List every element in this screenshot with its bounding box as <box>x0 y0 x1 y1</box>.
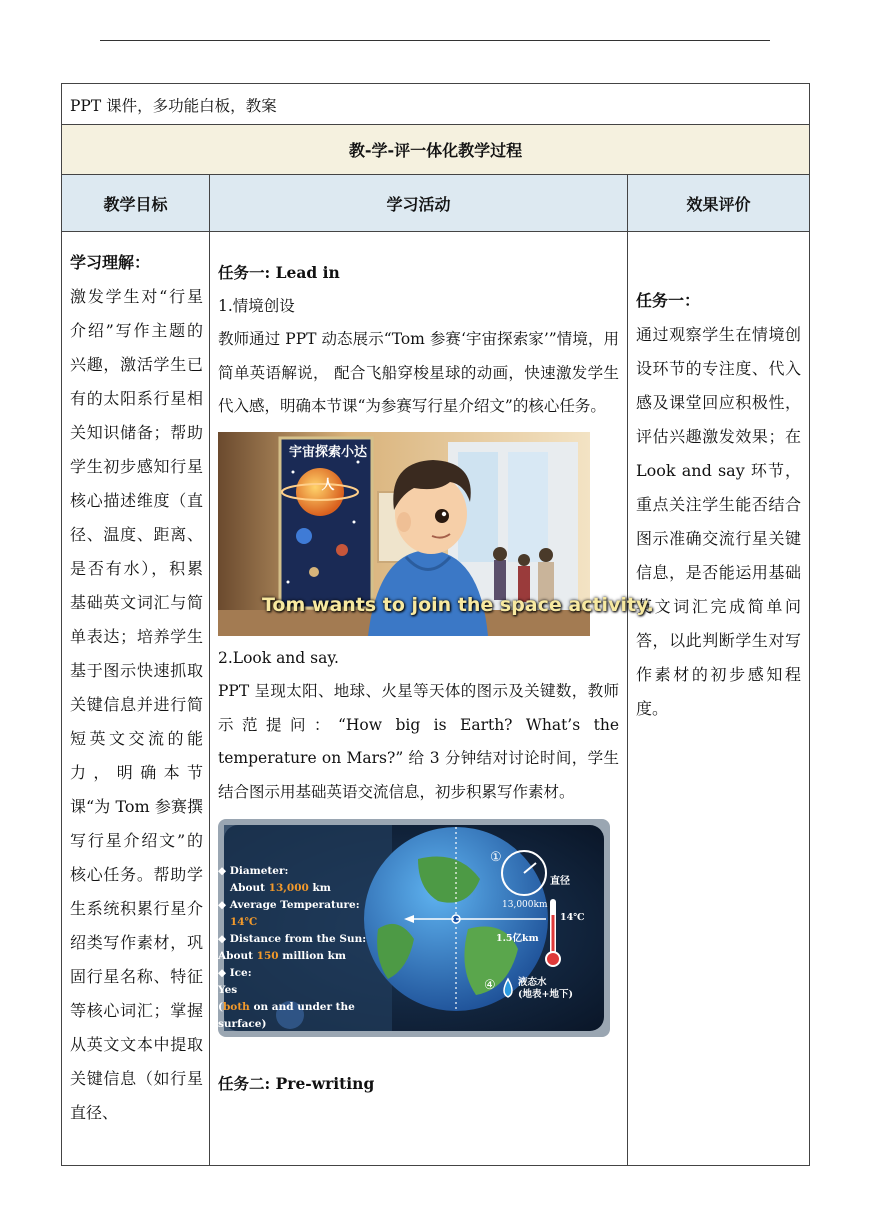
step1-text: 教师通过 PPT 动态展示“Tom 参赛‘宇宙探索家’”情境，用简单英语解说， 配合飞船穿梭星球的动画，快速激发学生代入感，明确本节课“为参赛写行星介绍文”的核心任务。 <box>218 330 619 415</box>
diameter-cn: 直径 <box>550 876 570 887</box>
poster-title: 宇宙探索小达人 <box>288 444 367 493</box>
goals-text: 激发学生对“行星介绍”写作主题的兴趣，激活学生已有的太阳系行星相关知识储备；帮助学生初步感知行星核心描述维度（直径、温度、距离、是否有水），积累基础英文词汇与简单表达；培养学生基于图示快速抓取关键信息并进行简短英文交流的能力，明确本节课“为 Tom 参赛撰写行星介绍文”的核心任务。帮助学生系统积累行星介绍类写作素材，巩固行星名称、特征等核心词汇；掌握从英文文本中提取关键信息（如行星直径、 <box>70 287 203 1122</box>
image-caption: Tom wants to join the space activity. <box>262 593 654 616</box>
section-title: 教-学-评一体化教学过程 <box>62 125 810 175</box>
task1-title: 任务一: Lead in <box>218 263 340 282</box>
distance-label: ◆ Distance from the Sun: <box>218 933 367 945</box>
activities-cell <box>210 232 654 1166</box>
diameter-label: ◆ Diameter: <box>218 865 289 877</box>
temperature-label: ◆ Average Temperature: <box>218 899 360 911</box>
resources-row: PPT 课件，多功能白板，教案 <box>62 84 810 125</box>
lead-in-image-block <box>218 432 654 642</box>
header-rule <box>100 40 770 41</box>
water-label: 液态水 (地表+地下) <box>518 977 573 1000</box>
step1-title: 1.情境创设 <box>218 296 295 315</box>
goals-label: 学习理解： <box>70 253 151 272</box>
temperature-value: 14℃ <box>230 916 258 928</box>
header-activities: 学习活动 <box>210 175 628 232</box>
step2-text: PPT 呈现太阳、地球、火星等天体的图示及关键数，教师示范提问：“How big is Earth? What’s the temperature on Mars?” 给 3 分钟结对讨论时间，学生结合图示用基础英语交流信息，初步积累写作素材。 <box>218 682 619 801</box>
evaluation-label: 任务一： <box>636 291 701 310</box>
diameter-km: 13,000km <box>502 900 548 910</box>
earth-facts-image-block <box>218 819 619 1037</box>
ice-label: ◆ Ice: <box>218 967 252 979</box>
lesson-plan-table <box>61 83 810 1166</box>
badge-1: ① <box>490 850 502 865</box>
header-evaluation: 效果评价 <box>628 175 810 232</box>
distance-cn: 1.5亿km <box>496 933 539 944</box>
step2-title: 2.Look and say. <box>218 648 339 667</box>
distance-value: About 150 million km <box>218 950 346 962</box>
task2-title: 任务二: Pre-writing <box>218 1074 375 1093</box>
ice-value: Yes <box>218 984 238 996</box>
earth-facts-list <box>218 863 390 1033</box>
diameter-value: About 13,000 km <box>230 882 331 894</box>
evaluation-text: 通过观察学生在情境创设环节的专注度、代入感及课堂回应积极性，评估兴趣激发效果；在 Look and say 环节，重点关注学生能否结合图示准确交流行星关键信息，是否能运用基础英文词汇完成简单问答，以此判断学生对写作素材的初步感知程度。 <box>636 325 802 718</box>
header-goals: 教学目标 <box>62 175 210 232</box>
goals-cell <box>62 232 210 1166</box>
evaluation-cell <box>628 232 810 1166</box>
surface-note: (both on and under the surface) <box>218 1001 355 1030</box>
badge-4: ④ <box>484 978 496 993</box>
temp-right: 14℃ <box>560 912 585 923</box>
